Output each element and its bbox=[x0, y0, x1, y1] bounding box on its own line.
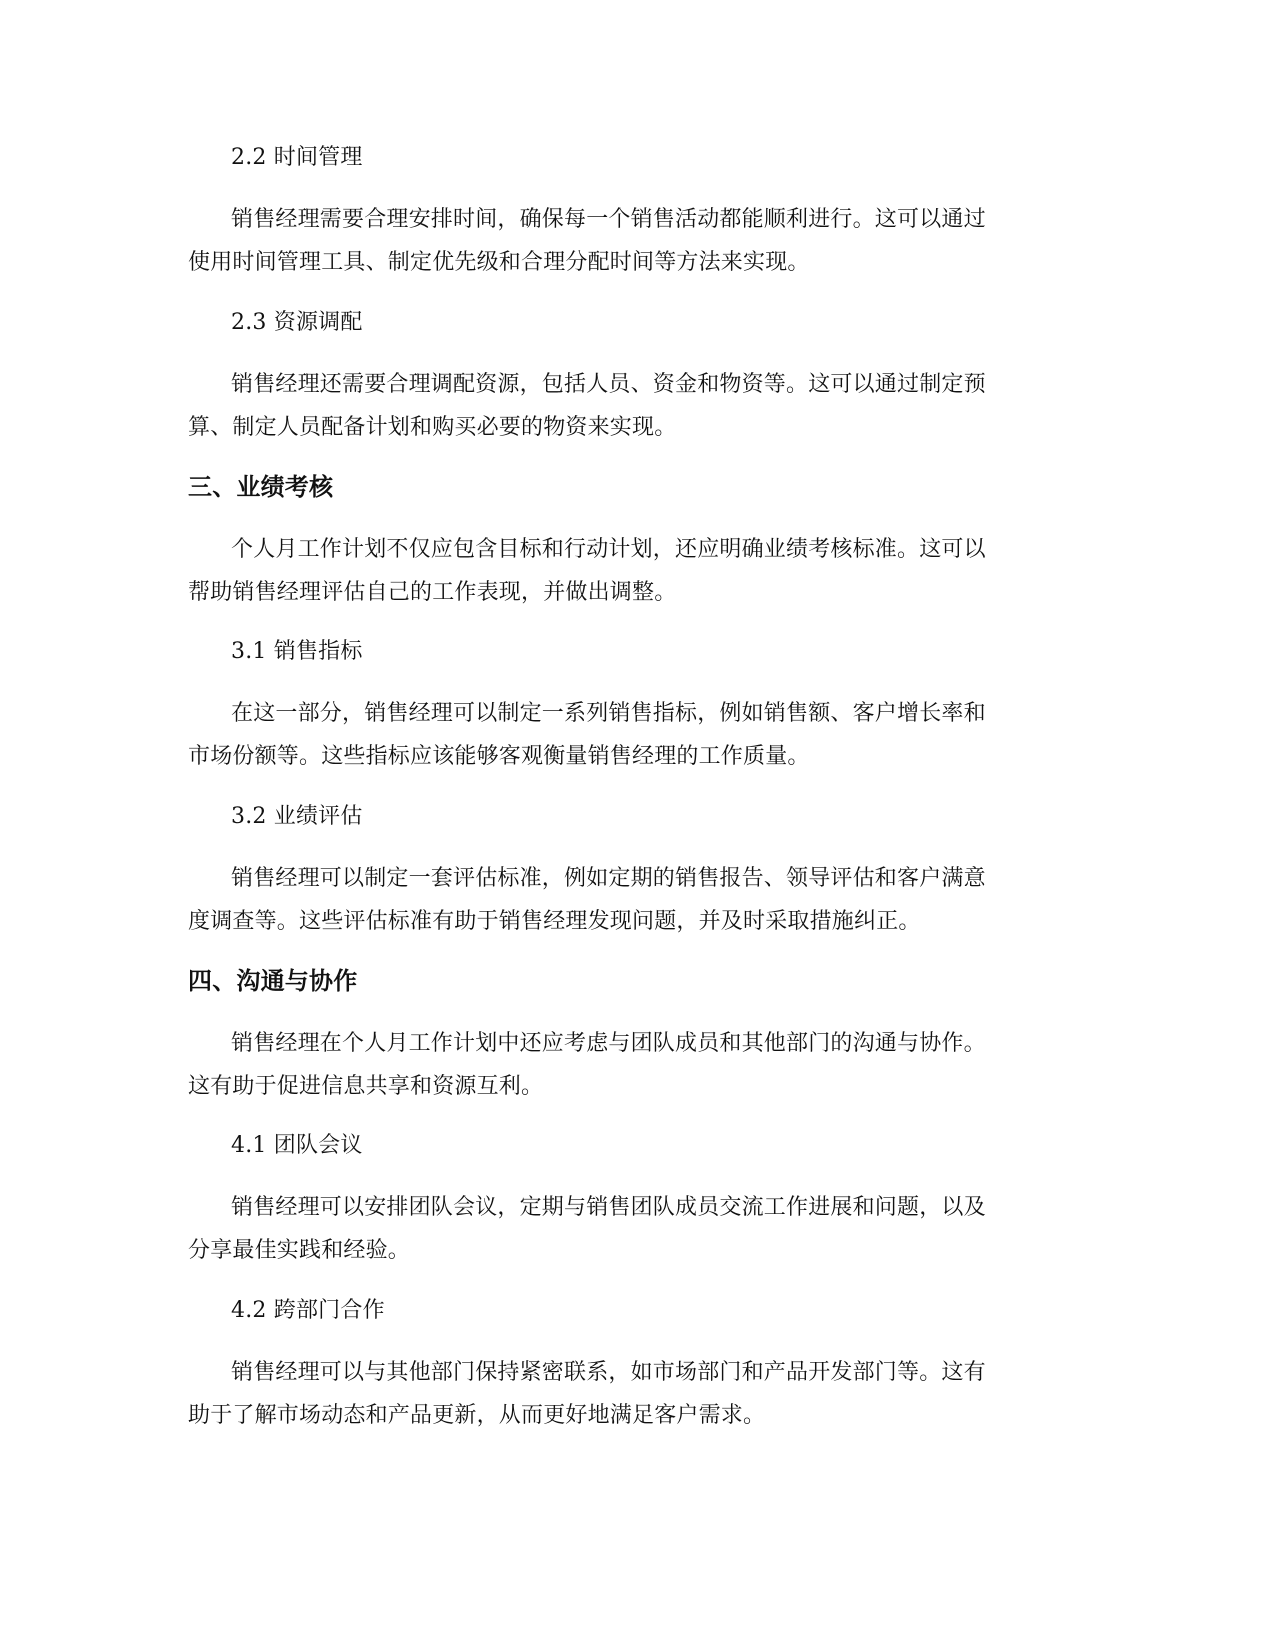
subheading-2-2: 2.2 时间管理 bbox=[231, 145, 363, 170]
paragraph-line: 销售经理还需要合理调配资源，包括人员、资金和物资等。这可以通过制定预 bbox=[231, 372, 986, 397]
section-heading-3: 三、业绩考核 bbox=[188, 473, 334, 501]
paragraph-line: 使用时间管理工具、制定优先级和合理分配时间等方法来实现。 bbox=[188, 250, 810, 275]
paragraph-line: 销售经理需要合理安排时间，确保每一个销售活动都能顺利进行。这可以通过 bbox=[231, 207, 986, 232]
subheading-3-1: 3.1 销售指标 bbox=[231, 639, 363, 664]
paragraph-team-meeting bbox=[188, 1186, 1088, 1272]
paragraph-resource-allocation bbox=[188, 363, 1088, 449]
paragraph-line: 销售经理可以制定一套评估标准，例如定期的销售报告、领导评估和客户满意 bbox=[231, 866, 986, 891]
paragraph-line: 这有助于促进信息共享和资源互利。 bbox=[188, 1074, 544, 1099]
paragraph-line: 销售经理可以与其他部门保持紧密联系，如市场部门和产品开发部门等。这有 bbox=[231, 1360, 986, 1385]
paragraph-time-management bbox=[188, 198, 1088, 284]
paragraph-cross-department bbox=[188, 1351, 1088, 1437]
paragraph-line: 度调查等。这些评估标准有助于销售经理发现问题，并及时采取措施纠正。 bbox=[188, 909, 921, 934]
paragraph-line: 市场份额等。这些指标应该能够客观衡量销售经理的工作质量。 bbox=[188, 744, 810, 769]
paragraph-line: 个人月工作计划不仅应包含目标和行动计划，还应明确业绩考核标准。这可以 bbox=[231, 537, 986, 562]
paragraph-sales-metrics bbox=[188, 692, 1088, 778]
paragraph-communication-intro bbox=[188, 1022, 1088, 1108]
paragraph-line: 分享最佳实践和经验。 bbox=[188, 1238, 411, 1263]
subheading-4-2: 4.2 跨部门合作 bbox=[231, 1298, 385, 1323]
paragraph-performance-intro bbox=[188, 528, 1088, 614]
paragraph-line: 在这一部分，销售经理可以制定一系列销售指标，例如销售额、客户增长率和 bbox=[231, 701, 986, 726]
subheading-3-2: 3.2 业绩评估 bbox=[231, 804, 363, 829]
section-heading-4: 四、沟通与协作 bbox=[188, 967, 358, 995]
paragraph-line: 算、制定人员配备计划和购买必要的物资来实现。 bbox=[188, 415, 677, 440]
subheading-4-1: 4.1 团队会议 bbox=[231, 1133, 363, 1158]
paragraph-performance-evaluation bbox=[188, 857, 1088, 943]
subheading-2-3: 2.3 资源调配 bbox=[231, 310, 363, 335]
paragraph-line: 销售经理可以安排团队会议，定期与销售团队成员交流工作进展和问题，以及 bbox=[231, 1195, 986, 1220]
paragraph-line: 帮助销售经理评估自己的工作表现，并做出调整。 bbox=[188, 580, 677, 605]
paragraph-line: 销售经理在个人月工作计划中还应考虑与团队成员和其他部门的沟通与协作。 bbox=[231, 1031, 986, 1056]
paragraph-line: 助于了解市场动态和产品更新，从而更好地满足客户需求。 bbox=[188, 1403, 766, 1428]
